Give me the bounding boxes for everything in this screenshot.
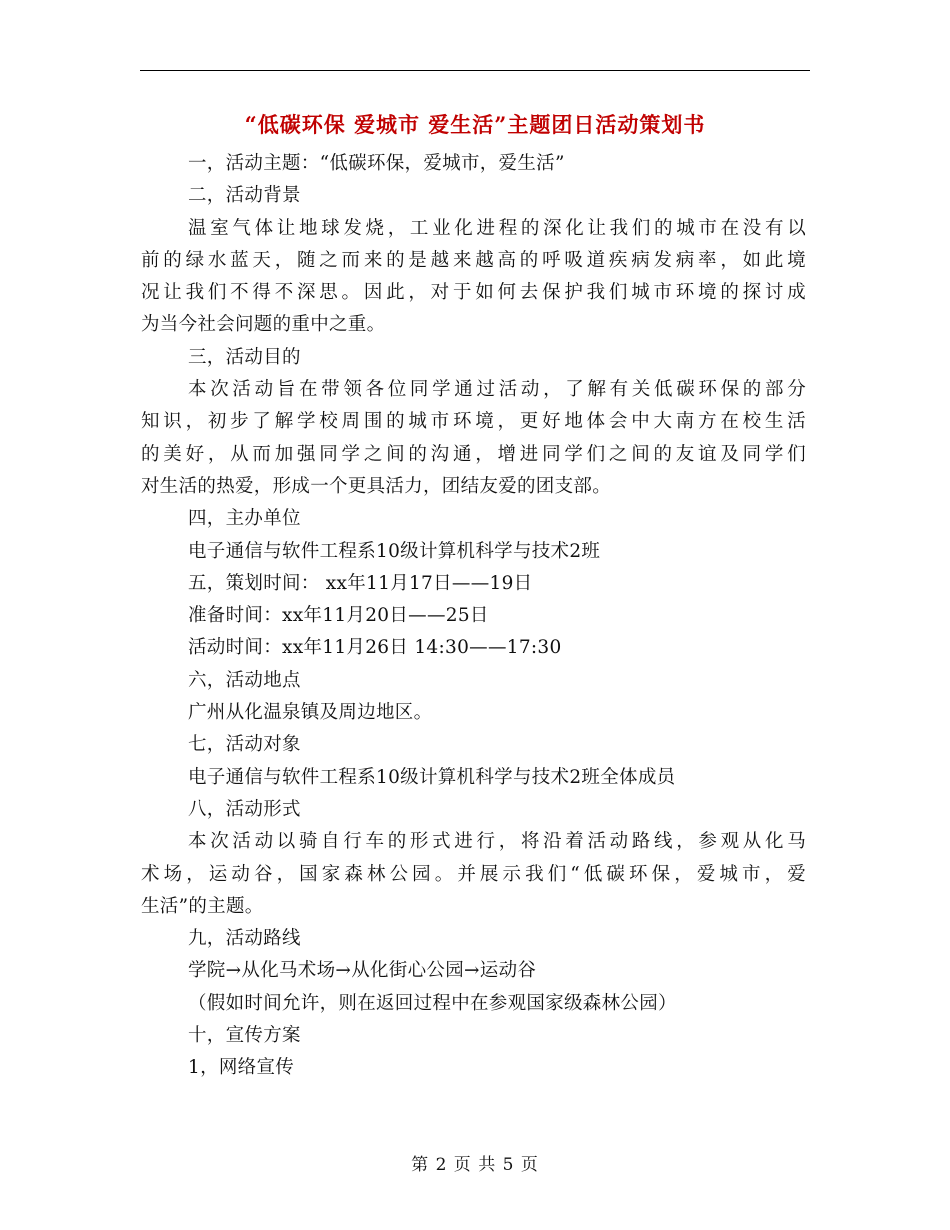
body-line: 的美好，从而加强同学之间的沟通，增进同学们之间的友谊及同学们 [141, 443, 806, 465]
body-line: 八，活动形式 [188, 798, 301, 820]
body-line: 温室气体让地球发烧，工业化进程的深化让我们的城市在没有以 [188, 217, 806, 239]
document-title: “低碳环保 爱城市 爱生活”主题团日活动策划书 [244, 112, 706, 137]
body-line: 知识，初步了解学校周围的城市环境，更好地体会中大南方在校生活 [141, 411, 806, 433]
body-line: 对生活的热爱，形成一个更具活力，团结友爱的团支部。 [141, 475, 612, 497]
body-line: 二，活动背景 [188, 185, 301, 207]
body-line: 本次活动以骑自行车的形式进行，将沿着活动路线，参观从化马 [188, 831, 806, 853]
document-body [141, 148, 806, 1085]
body-line: 五，策划时间： xx年11月17日——19日 [188, 572, 533, 594]
body-line: 六，活动地点 [188, 669, 301, 691]
body-line: 四，主办单位 [188, 508, 301, 530]
body-line: 活动时间：xx年11月26日 14:30——17:30 [188, 637, 562, 659]
page-footer: 第 2 页 共 5 页 [411, 1155, 539, 1175]
body-line: 三，活动目的 [188, 346, 301, 368]
body-line: 准备时间：xx年11月20日——25日 [188, 605, 489, 627]
body-line: （假如时间允许，则在返回过程中在参观国家级森林公园） [188, 992, 677, 1014]
body-line: 电子通信与软件工程系10级计算机科学与技术2班 [188, 540, 601, 562]
body-line: 术场，运动谷，国家森林公园。并展示我们“低碳环保，爱城市，爱 [141, 863, 806, 885]
body-line: 况让我们不得不深思。因此，对于如何去保护我们城市环境的探讨成 [141, 282, 806, 304]
body-line: 为当今社会问题的重中之重。 [141, 314, 386, 336]
body-line: 前的绿水蓝天，随之而来的是越来越高的呼吸道疾病发病率，如此境 [141, 249, 806, 271]
body-line: 电子通信与软件工程系10级计算机科学与技术2班全体成员 [188, 766, 676, 788]
body-line: 九，活动路线 [188, 928, 301, 950]
body-line: 七，活动对象 [188, 734, 301, 756]
body-line: 学院→从化马术场→从化街心公园→运动谷 [188, 960, 537, 982]
body-line: 十，宣传方案 [188, 1025, 301, 1047]
body-line: 一，活动主题：“低碳环保，爱城市，爱生活” [188, 153, 565, 174]
body-line: 广州从化温泉镇及周边地区。 [188, 702, 433, 724]
header-rule [140, 70, 810, 71]
body-line: 生活”的主题。 [141, 895, 264, 917]
body-line: 本次活动旨在带领各位同学通过活动，了解有关低碳环保的部分 [188, 379, 806, 401]
body-line: 1，网络宣传 [188, 1057, 295, 1079]
